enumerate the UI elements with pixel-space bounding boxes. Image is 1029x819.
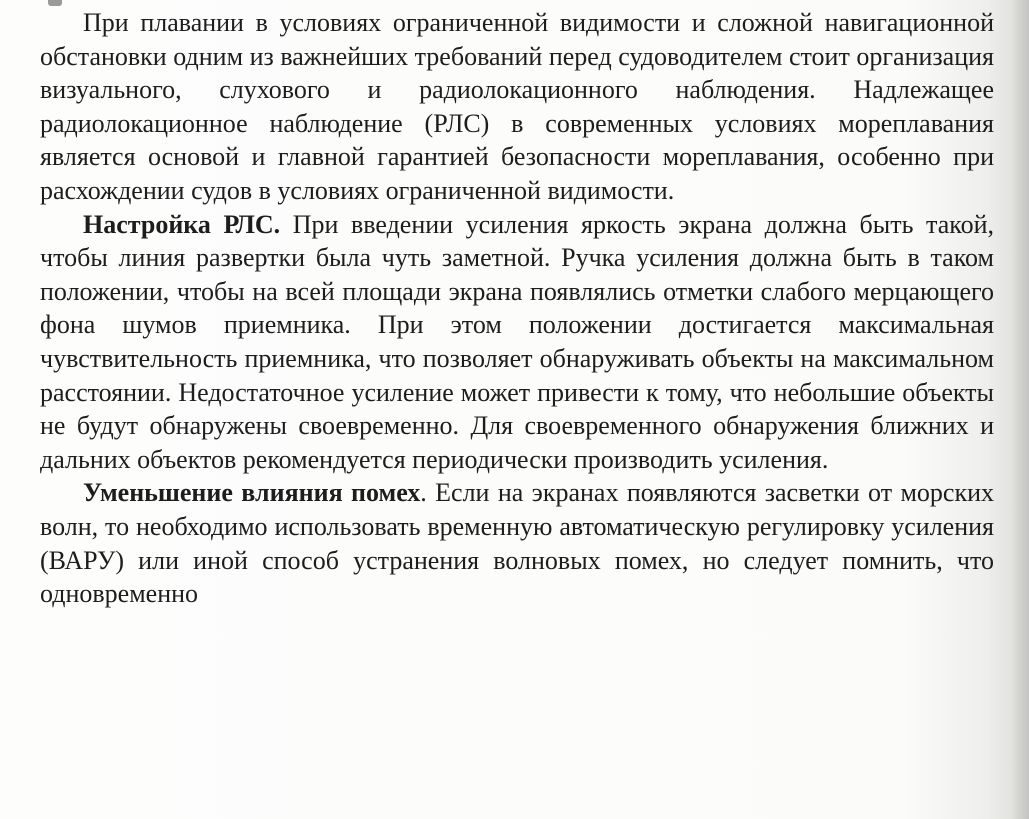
page-edge-shadow: [1011, 0, 1029, 819]
paragraph-radar-setup: [40, 208, 994, 477]
heading-radar-setup: Настройка РЛС.: [83, 209, 281, 239]
heading-interference: Уменьшение влияния помех: [83, 478, 421, 508]
paragraph-intro: [40, 6, 994, 208]
body-text: [40, 6, 994, 611]
paragraph-intro-text: При плавании в условиях ограниченной видимости и сложной навигационной обстановки одним из важнейших требований перед судоводителем стоит организация визуального, слухового и радиолокационного наблюдения. Надлежащее радиолокационное наблюдение (РЛС) в современных условиях мореплавания является основой и главной гарантией безопасности мореплавания, особенно при расхождении судов в условиях ограниченной видимости.: [40, 8, 994, 205]
paragraph-interference: [40, 476, 994, 610]
paragraph-radar-setup-text: При введении усиления яркость экрана должна быть такой, чтобы линия развертки была чуть заметной. Ручка усиления должна быть в таком положении, чтобы на всей площади экрана появлялись отметки слабого мерцающего фона шумов приемника. При этом положении достигается максимальная чувствительность приемника, что позволяет обнаруживать объекты на максимальном расстоянии. Недостаточное усиление может привести к тому, что небольшие объекты не будут обнаружены своевременно. Для своевременного обнаружения ближних и дальних объектов рекомендуется периодически производить усиления.: [40, 209, 994, 474]
paragraph-interference-text: . Если на экранах появляются засветки от морских волн, то необходимо использовать временную автоматическую регулировку усиления (ВАРУ) или иной способ устранения волновых помех, но следует помнить, что одновременно: [40, 478, 994, 609]
